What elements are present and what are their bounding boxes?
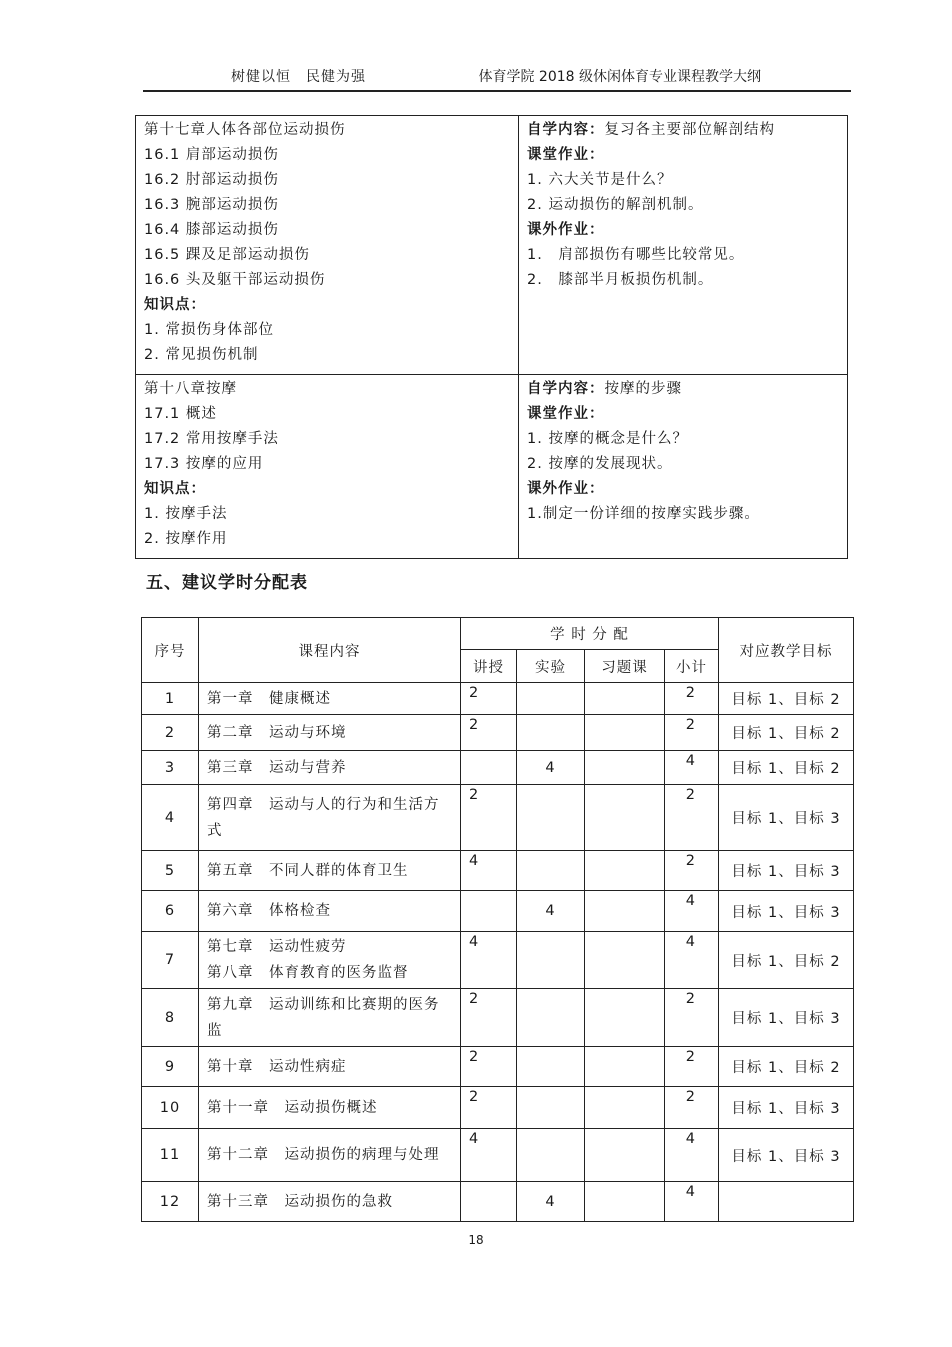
- course-content-cell: 第五章 不同人群的体育卫生: [199, 851, 461, 891]
- outline-line: [527, 427, 839, 452]
- exercise-hours-cell: [585, 785, 665, 851]
- row-number-cell: 10: [142, 1087, 199, 1129]
- outline-text: 按摩的步骤: [604, 381, 682, 397]
- table-row: [142, 683, 854, 715]
- subtotal-hours-cell: 4: [665, 1129, 719, 1182]
- teaching-goal-cell: 目标 1、目标 3: [719, 891, 854, 932]
- lab-hours-cell: [517, 715, 585, 751]
- page-number: 18: [468, 1233, 484, 1247]
- outline-right-cell: [519, 375, 848, 559]
- outline-left-cell: [136, 116, 519, 375]
- outline-label: 课堂作业：: [527, 147, 605, 163]
- teaching-goal-cell: 目标 1、目标 3: [719, 851, 854, 891]
- course-content-cell: 第七章 运动性疲劳 第八章 体育教育的医务监督: [199, 932, 461, 989]
- subtotal-hours-cell: 4: [665, 1182, 719, 1222]
- outline-line: [527, 268, 839, 293]
- subtotal-hours-cell: 2: [665, 1047, 719, 1087]
- outline-text: 2. 运动损伤的解剖机制。: [527, 197, 704, 213]
- outline-label: 课外作业：: [527, 481, 605, 497]
- outline-text: 复习各主要部位解剖结构: [604, 122, 775, 138]
- course-content-cell: 第三章 运动与营养: [199, 751, 461, 785]
- exercise-hours-cell: [585, 715, 665, 751]
- row-number-cell: 1: [142, 683, 199, 715]
- row-number-cell: 9: [142, 1047, 199, 1087]
- exercise-hours-cell: [585, 683, 665, 715]
- chapter-outline-table: [135, 115, 848, 559]
- course-content-cell: 第四章 运动与人的行为和生活方式: [199, 785, 461, 851]
- subtotal-hours-cell: 2: [665, 683, 719, 715]
- outline-label: 课堂作业：: [527, 406, 605, 422]
- row-number-cell: 4: [142, 785, 199, 851]
- lecture-hours-cell: 2: [461, 715, 517, 751]
- lecture-hours-cell: 4: [461, 932, 517, 989]
- outline-text: 1.制定一份详细的按摩实践步骤。: [527, 506, 760, 522]
- table-row: [142, 932, 854, 989]
- lecture-hours-cell: 4: [461, 851, 517, 891]
- lab-hours-cell: [517, 683, 585, 715]
- table-row: [142, 891, 854, 932]
- row-number-cell: 5: [142, 851, 199, 891]
- subtotal-hours-cell: 2: [665, 785, 719, 851]
- outline-label: 自学内容：: [527, 381, 605, 397]
- outline-text: 2. 膝部半月板损伤机制。: [527, 272, 714, 288]
- lecture-hours-cell: [461, 891, 517, 932]
- outline-line: [527, 402, 839, 427]
- lecture-hours-cell: [461, 1182, 517, 1222]
- outline-text: 1. 肩部损伤有哪些比较常见。: [527, 247, 745, 263]
- outline-line: 第十八章按摩: [144, 381, 237, 397]
- exercise-hours-cell: [585, 1182, 665, 1222]
- outline-row: [136, 375, 848, 559]
- teaching-goal-cell: [719, 1182, 854, 1222]
- outline-line: 1. 按摩手法: [144, 506, 228, 522]
- teaching-goal-cell: 目标 1、目标 2: [719, 715, 854, 751]
- header-course-content: 课程内容: [199, 618, 461, 683]
- subtotal-hours-cell: 4: [665, 751, 719, 785]
- teaching-goal-cell: 目标 1、目标 3: [719, 785, 854, 851]
- exercise-hours-cell: [585, 1129, 665, 1182]
- outline-line: [527, 193, 839, 218]
- lab-hours-cell: [517, 932, 585, 989]
- row-number-cell: 11: [142, 1129, 199, 1182]
- exercise-hours-cell: [585, 891, 665, 932]
- outline-line: 2. 常见损伤机制: [144, 347, 259, 363]
- outline-text: 1. 按摩的概念是什么？: [527, 431, 688, 447]
- lab-hours-cell: [517, 851, 585, 891]
- outline-line: 2. 按摩作用: [144, 531, 228, 547]
- outline-text: 2. 按摩的发展现状。: [527, 456, 673, 472]
- outline-line: [527, 502, 839, 527]
- subtotal-hours-cell: 4: [665, 891, 719, 932]
- outline-line: 17.2 常用按摩手法: [144, 431, 279, 447]
- outline-line: [527, 168, 839, 193]
- course-content-cell: 第二章 运动与环境: [199, 715, 461, 751]
- table-row: [142, 1087, 854, 1129]
- row-number-cell: 8: [142, 989, 199, 1047]
- teaching-goal-cell: 目标 1、目标 2: [719, 751, 854, 785]
- lab-hours-cell: [517, 989, 585, 1047]
- course-content-cell: 第十三章 运动损伤的急救: [199, 1182, 461, 1222]
- course-content-cell: 第十章 运动性病症: [199, 1047, 461, 1087]
- exercise-hours-cell: [585, 1087, 665, 1129]
- outline-text: 1. 六大关节是什么？: [527, 172, 673, 188]
- outline-line: [527, 477, 839, 502]
- lab-hours-cell: [517, 1087, 585, 1129]
- row-number-cell: 6: [142, 891, 199, 932]
- outline-line: 16.3 腕部运动损伤: [144, 197, 279, 213]
- exercise-hours-cell: [585, 851, 665, 891]
- subtotal-hours-cell: 2: [665, 1087, 719, 1129]
- lecture-hours-cell: 2: [461, 1087, 517, 1129]
- exercise-hours-cell: [585, 932, 665, 989]
- lab-hours-cell: 4: [517, 1182, 585, 1222]
- outline-label: 自学内容：: [527, 122, 605, 138]
- lab-hours-cell: 4: [517, 891, 585, 932]
- table-row: [142, 751, 854, 785]
- lecture-hours-cell: 2: [461, 1047, 517, 1087]
- outline-left-cell: [136, 375, 519, 559]
- subtotal-hours-cell: 2: [665, 989, 719, 1047]
- outline-line: 16.1 肩部运动损伤: [144, 147, 279, 163]
- subtotal-hours-cell: 4: [665, 932, 719, 989]
- subtotal-hours-cell: 2: [665, 715, 719, 751]
- header-no: 序号: [142, 618, 199, 683]
- outline-line: 17.1 概述: [144, 406, 217, 422]
- page-header: [143, 60, 851, 92]
- outline-line: 知识点：: [144, 481, 206, 497]
- outline-line: 1. 常损伤身体部位: [144, 322, 274, 338]
- lab-hours-cell: [517, 1047, 585, 1087]
- outline-line: 16.5 踝及足部运动损伤: [144, 247, 310, 263]
- exercise-hours-cell: [585, 1047, 665, 1087]
- table-row: [142, 715, 854, 751]
- lab-hours-cell: 4: [517, 751, 585, 785]
- header-lecture: 讲授: [461, 650, 517, 683]
- outline-line: 知识点：: [144, 297, 206, 313]
- teaching-goal-cell: 目标 1、目标 2: [719, 1047, 854, 1087]
- row-number-cell: 12: [142, 1182, 199, 1222]
- teaching-goal-cell: 目标 1、目标 3: [719, 1129, 854, 1182]
- course-content-cell: 第六章 体格检查: [199, 891, 461, 932]
- teaching-goal-cell: 目标 1、目标 2: [719, 932, 854, 989]
- header-hour-allocation: 学 时 分 配: [461, 618, 719, 650]
- outline-line: 16.6 头及躯干部运动损伤: [144, 272, 326, 288]
- outline-line: [527, 218, 839, 243]
- outline-label: 课外作业：: [527, 222, 605, 238]
- row-number-cell: 7: [142, 932, 199, 989]
- lecture-hours-cell: 2: [461, 683, 517, 715]
- header-motto: 树健以恒 民健为强: [231, 69, 366, 85]
- header-exercise: 习题课: [585, 650, 665, 683]
- course-content-cell: 第十一章 运动损伤概述: [199, 1087, 461, 1129]
- subtotal-hours-cell: 2: [665, 851, 719, 891]
- section-title: 五、建议学时分配表: [146, 573, 308, 593]
- header-teaching-goal: 对应教学目标: [719, 618, 854, 683]
- outline-line: [527, 143, 839, 168]
- lecture-hours-cell: 4: [461, 1129, 517, 1182]
- outline-line: 16.4 膝部运动损伤: [144, 222, 279, 238]
- header-document-title: 体育学院 2018 级休闲体育专业课程教学大纲: [478, 69, 761, 85]
- teaching-goal-cell: 目标 1、目标 3: [719, 1087, 854, 1129]
- row-number-cell: 3: [142, 751, 199, 785]
- table-row: [142, 989, 854, 1047]
- outline-line: [527, 377, 839, 402]
- table-row: [142, 1182, 854, 1222]
- teaching-goal-cell: 目标 1、目标 2: [719, 683, 854, 715]
- exercise-hours-cell: [585, 989, 665, 1047]
- table-row: [142, 1129, 854, 1182]
- header-subtotal: 小计: [665, 650, 719, 683]
- outline-line: 第十七章人体各部位运动损伤: [144, 122, 346, 138]
- outline-line: [527, 452, 839, 477]
- exercise-hours-cell: [585, 751, 665, 785]
- table-row: [142, 1047, 854, 1087]
- outline-right-cell: [519, 116, 848, 375]
- row-number-cell: 2: [142, 715, 199, 751]
- lecture-hours-cell: 2: [461, 989, 517, 1047]
- outline-line: 17.3 按摩的应用: [144, 456, 264, 472]
- header-lab: 实验: [517, 650, 585, 683]
- table-row: [142, 785, 854, 851]
- credit-hours-table: [141, 617, 854, 1222]
- lab-hours-cell: [517, 785, 585, 851]
- course-content-cell: 第九章 运动训练和比赛期的医务监: [199, 989, 461, 1047]
- lecture-hours-cell: [461, 751, 517, 785]
- teaching-goal-cell: 目标 1、目标 3: [719, 989, 854, 1047]
- course-content-cell: 第一章 健康概述: [199, 683, 461, 715]
- outline-line: 16.2 肘部运动损伤: [144, 172, 279, 188]
- table-row: [142, 851, 854, 891]
- outline-line: [527, 118, 839, 143]
- course-content-cell: 第十二章 运动损伤的病理与处理: [199, 1129, 461, 1182]
- lab-hours-cell: [517, 1129, 585, 1182]
- outline-row: [136, 116, 848, 375]
- outline-line: [527, 243, 839, 268]
- lecture-hours-cell: 2: [461, 785, 517, 851]
